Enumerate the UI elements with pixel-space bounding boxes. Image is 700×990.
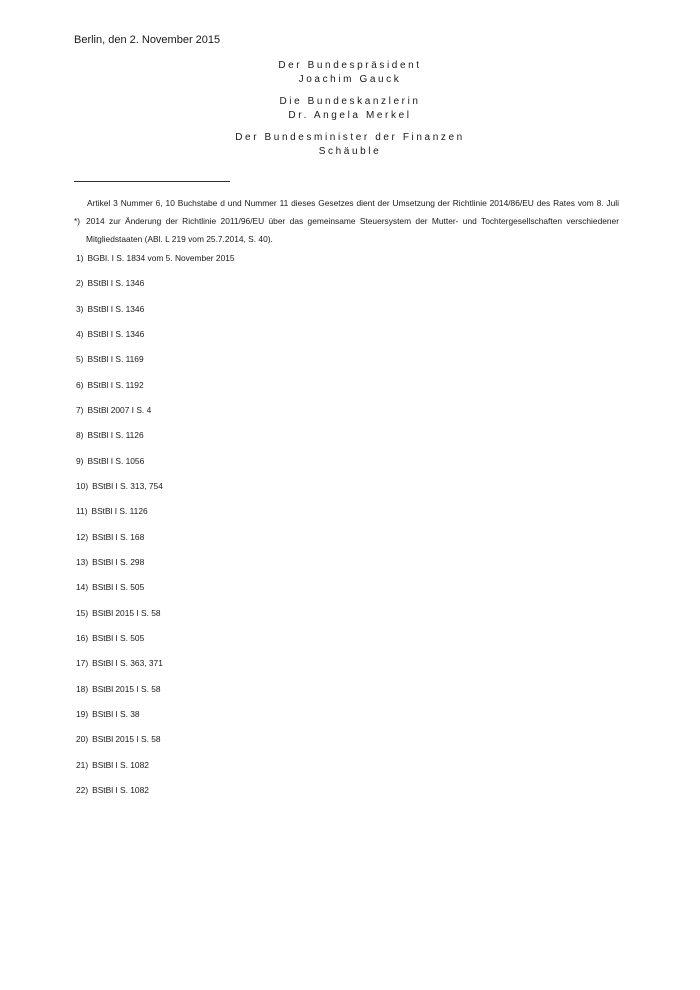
footnote-item [76,352,235,377]
footnote-text: BStBl I S. 1346 [87,303,145,314]
footnote-number: 15) [76,607,89,618]
footnote-text: BStBl 2015 I S. 58 [92,683,161,694]
star-footnote-text: Artikel 3 Nummer 6, 10 Buchstabe d und Nummer 11 dieses Gesetzes dient der Umsetzung der Richtlinie 2014/86/EU des Rates vom 8. Juli 2014 zur Änderung der Richtlinie 2011/96/EU über das gemeinsame Steuersystem der Mutter- und Tochtergesellschaften verschiedener Mitgliedstaaten (ABl. L 219 vom 25.7.2014, S. 40). [86,198,619,244]
signature-bundeskanzlerin [0,95,700,123]
signature-bundespraesident [0,59,700,87]
footnote-number: 18) [76,683,89,694]
footnote-item [76,504,235,529]
footnote-item [76,454,235,479]
footnote-item [76,707,235,732]
footnote-number: 17) [76,658,89,669]
footnote-number: 8) [76,430,84,441]
footnote-text: BStBl I S. 1126 [91,506,148,517]
footnote-list [76,251,235,808]
signature-section [0,59,700,167]
footnote-number: 5) [76,354,84,365]
footnote-number: 19) [76,708,89,719]
footnote-text: BStBl I S. 363, 371 [92,658,163,669]
footnote-text: BStBl 2007 I S. 4 [87,404,152,415]
footnote-item [76,276,235,301]
footnote-text: BGBl. I S. 1834 vom 5. November 2015 [87,253,235,263]
footnote-item [76,403,235,428]
footnote-number: 11) [76,506,88,517]
footnote-text: BStBl I S. 1126 [87,430,144,441]
footnote-number: 14) [76,582,89,593]
footnote-item [76,479,235,504]
star-footnote-mark: *) [74,216,81,226]
footnote-item [76,758,235,783]
footnote-number: 20) [76,734,89,745]
signature-name: Joachim Gauck [298,74,402,85]
star-footnote [74,194,619,248]
footnote-number: 2) [76,278,84,289]
footnote-number: 7) [76,404,84,415]
footnote-text: BStBl I S. 505 [92,582,145,593]
signature-role: Der Bundesminister der Finanzen [235,132,465,143]
footnote-number: 10) [76,480,89,491]
footnote-item [76,428,235,453]
footnote-item [76,580,235,605]
footnote-number: 22) [76,784,89,795]
signature-name: Schäuble [318,146,382,157]
footnote-text: BStBl I S. 1056 [87,455,145,466]
footnote-item [76,555,235,580]
signature-finanzminister [0,131,700,159]
footnote-number: 9) [76,455,84,466]
footnote-item [76,682,235,707]
footnote-item [76,327,235,352]
footnote-item [76,251,235,276]
footnote-item [76,606,235,631]
footnote-text: BStBl 2015 I S. 58 [92,607,161,618]
footnote-item [76,732,235,757]
footnote-number: 3) [76,303,84,314]
footnote-item [76,302,235,327]
footnote-item [76,783,235,808]
footnote-text: BStBl I S. 1192 [87,379,144,390]
footnote-number: 1) [76,253,84,263]
footnote-number: 4) [76,328,84,339]
footnote-item [76,631,235,656]
signature-name: Dr. Angela Merkel [288,110,412,121]
date-line: Berlin, den 2. November 2015 [74,34,221,46]
signature-role: Der Bundespräsident [278,60,422,71]
footnote-text: BStBl I S. 1082 [92,759,149,770]
footnote-text: BStBl I S. 1082 [92,784,149,795]
footnote-number: 21) [76,759,89,770]
footnote-number: 12) [76,531,89,542]
footnote-item [76,530,235,555]
footnote-item [76,378,235,403]
footnote-text: BStBl I S. 1346 [87,328,145,339]
footnote-text: BStBl I S. 505 [92,632,145,643]
footnote-text: BStBl I S. 313, 754 [92,480,163,491]
footnote-number: 13) [76,556,89,567]
signature-role: Die Bundeskanzlerin [279,96,421,107]
footnote-separator [74,181,230,182]
footnote-number: 16) [76,632,89,643]
footnote-text: BStBl I S. 1169 [87,354,144,365]
footnote-text: BStBl 2015 I S. 58 [92,734,161,745]
footnote-text: BStBl I S. 1346 [87,278,145,289]
footnote-text: BStBl I S. 298 [92,556,145,567]
footnote-text: BStBl I S. 38 [92,708,140,719]
footnote-item [76,656,235,681]
footnote-text: BStBl I S. 168 [92,531,145,542]
footnote-number: 6) [76,379,84,390]
